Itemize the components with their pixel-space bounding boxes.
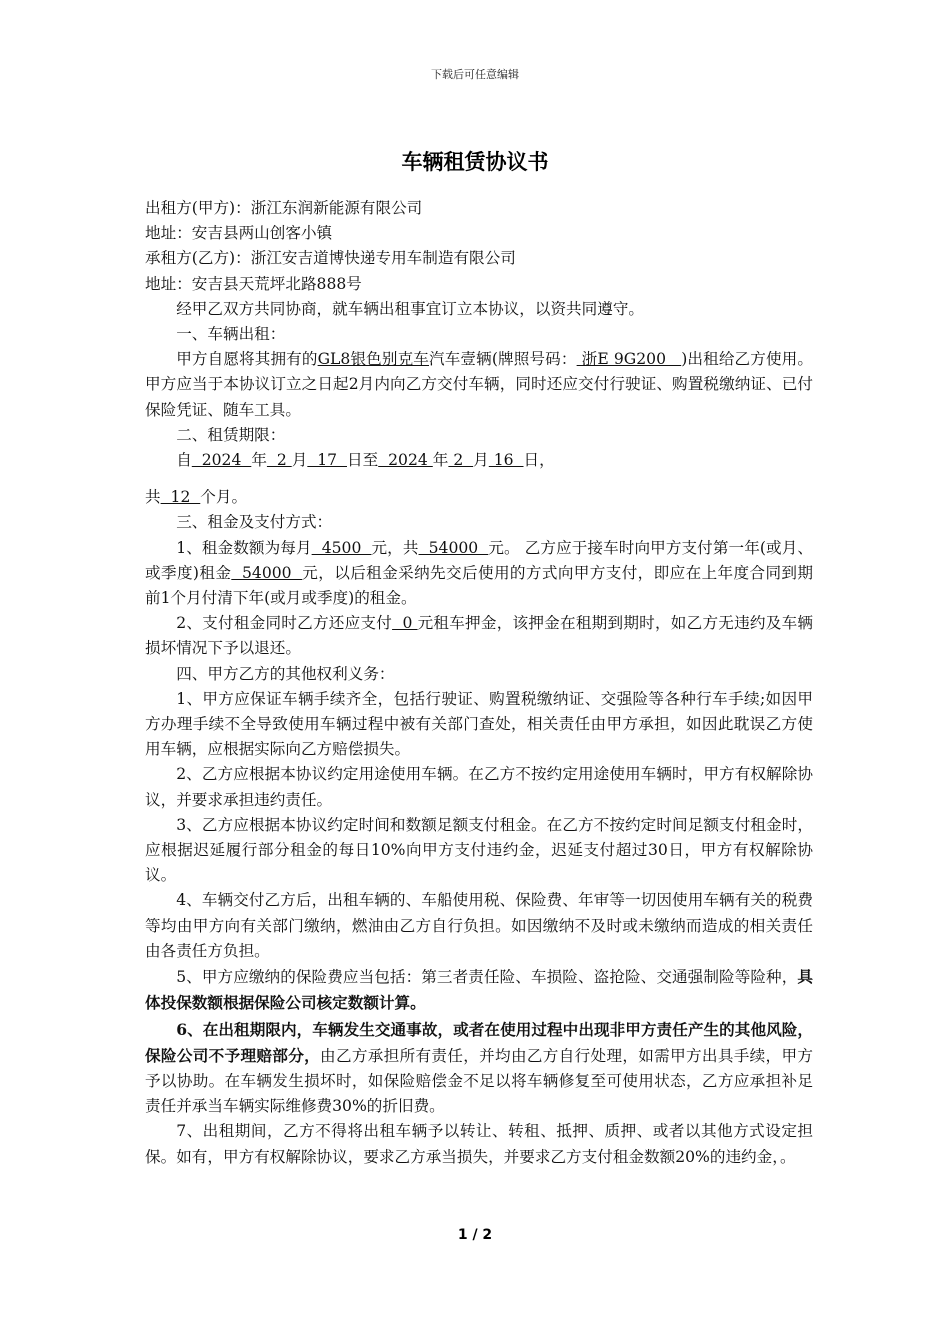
clause-5-text-a: 5、甲方应缴纳的保险费应当包括：第三者责任险、车损险、盗抢险、交通强制险等险种， xyxy=(176,968,798,987)
rent-text-b: 元，共 xyxy=(371,538,419,557)
lessee-line: 承租方(乙方)：浙江安吉道博快递专用车制造有限公司 xyxy=(145,249,516,268)
monthly-rent-field: 4500 xyxy=(311,538,372,557)
from-label: 自 xyxy=(176,451,192,470)
section1-text-b: 汽车壹辆(牌照号码： xyxy=(429,350,577,369)
lessor-address-line: 地址：安吉县两山创客小镇 xyxy=(145,224,333,243)
total-months-line xyxy=(145,485,813,510)
end-year-field: 2024 xyxy=(378,451,433,470)
day-to-label: 日至 xyxy=(347,451,379,470)
deposit-field: 0 xyxy=(392,614,418,633)
year-label: 年 xyxy=(251,451,267,470)
total-suffix: 个月。 xyxy=(200,488,248,507)
lessor-line: 出租方(甲方)：浙江东润新能源有限公司 xyxy=(145,199,423,217)
rent-text-d: 元，以后租金采纳先交后使用的方式向甲方支付，即应在上年度合同到期前1个月付清下年(或月或季度)的租金。 xyxy=(145,563,813,608)
rent-paragraph xyxy=(145,536,813,612)
total-rent-field: 54000 xyxy=(418,538,489,557)
year-label: 年 xyxy=(432,451,449,470)
month-label: 月 xyxy=(291,451,308,470)
intro-paragraph: 经甲乙双方共同协商，就车辆出租事宜订立本协议，以资共同遵守。 xyxy=(176,299,645,318)
clause-1: 1、甲方应保证车辆手续齐全，包括行驶证、购置税缴纳证、交强险等各种行车手续;如因甲方办理手续不全导致使用车辆过程中被有关部门查处，相关责任由甲方承担，如因此耽误乙方使用车辆，应根据实际向乙方赔偿损失。 xyxy=(145,689,813,759)
clause-2: 2、乙方应根据本协议约定用途使用车辆。在乙方不按约定用途使用车辆时，甲方有权解除协议，并要求承担违约责任。 xyxy=(145,765,813,809)
document-body xyxy=(145,196,813,1170)
clause-4: 4、车辆交付乙方后，出租车辆的、车船使用税、保险费、年审等一切因使用车辆有关的税费等均由甲方向有关部门缴纳，燃油由乙方自行负担。如因缴纳不及时或未缴纳而造成的相关责任由各责任方负担。 xyxy=(145,891,813,960)
section2-heading: 二、租赁期限： xyxy=(176,425,286,444)
start-month-field: 2 xyxy=(266,451,292,470)
clause-6-text-b: 由乙方承担所有责任，并均由乙方自行处理，如需甲方出具手续，甲方予以协助。在车辆发生损坏时，如保险赔偿金不足以将车辆修复至可使用状态，乙方应承担补足责任并承当车辆实际维修费30%的折旧费。 xyxy=(145,1046,813,1116)
section1-text-c: )出租给乙方使用。甲方应当于本协议订立之日起2月内向乙方交付车辆，同时还应交付行驶证、购置税缴纳证、已付保险凭证、随车工具。 xyxy=(145,350,813,419)
section4-heading: 四、甲方乙方的其他权利义务： xyxy=(176,664,395,683)
lessee-address-line: 地址：安吉县天荒坪北路888号 xyxy=(145,274,362,293)
section1-heading: 一、车辆出租： xyxy=(176,325,286,344)
section1-paragraph xyxy=(145,347,813,423)
start-day-field: 17 xyxy=(307,451,347,470)
day-label: 日， xyxy=(523,451,555,470)
deposit-text-b: 元租车押金，该押金在租期到期时，如乙方无违约及车辆损坏情况下予以退还。 xyxy=(145,614,813,658)
clause-6 xyxy=(145,1017,813,1120)
start-year-field: 2024 xyxy=(191,451,252,470)
total-months-field: 12 xyxy=(160,488,201,507)
deposit-text-a: 2、支付租金同时乙方还应支付 xyxy=(176,614,393,633)
end-day-field: 16 xyxy=(488,451,524,470)
car-model-field: GL8银色别克车 xyxy=(317,350,429,369)
section3-heading: 三、租金及支付方式： xyxy=(176,513,333,532)
clause-6-text-a: 6、在出租期限内，车辆发生交通事故，或者在使用过程中出现非甲方责任产生的其他风险，保险公司不予理赔部分， xyxy=(145,1019,813,1065)
month-label: 月 xyxy=(473,451,489,470)
document-title: 车辆租赁协议书 xyxy=(401,150,549,174)
clause-3: 3、乙方应根据本协议约定时间和数额足额支付租金。在乙方不按约定时间足额支付租金时，应根据迟延履行部分租金的每日10%向甲方支付违约金，迟延支付超过30日，甲方有权解除协议。 xyxy=(145,815,813,885)
clause-5 xyxy=(145,964,813,1016)
clause-5-text-b: 具体投保数额根据保险公司核定数额计算。 xyxy=(145,967,813,1013)
section1-text-a: 甲方自愿将其拥有的 xyxy=(176,350,318,369)
end-month-field: 2 xyxy=(448,451,474,470)
rent-text-a: 1、租金数额为每月 xyxy=(176,538,312,557)
total-prefix: 共 xyxy=(145,488,161,507)
deposit-paragraph xyxy=(145,611,813,661)
page-number: 1 / 2 xyxy=(457,1227,493,1243)
rent-text-c: 元。 乙方应于接车时向甲方支付第一年(或月、或季度)租金 xyxy=(145,538,814,582)
lease-period-line xyxy=(145,448,813,473)
header-note: 下载后可任意编辑 xyxy=(431,68,519,81)
first-payment-field: 54000 xyxy=(231,563,303,582)
clause-7: 7、出租期间，乙方不得将出租车辆予以转让、转租、抵押、质押、或者以其他方式设定担保。如有，甲方有权解除协议，要求乙方承当损失，并要求乙方支付租金数额20%的违约金，。 xyxy=(145,1122,813,1166)
plate-number-field: 浙E 9G200 xyxy=(576,350,682,369)
